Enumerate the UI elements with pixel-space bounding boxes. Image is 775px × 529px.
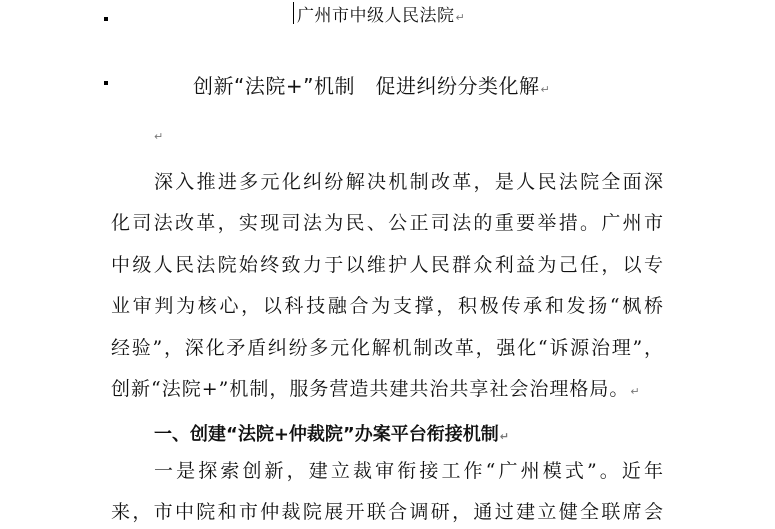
paragraph-mark: ↵ [499, 430, 509, 443]
section1-line-1: 一是探索创新，建立裁审衔接工作“广州模式”。近年 [154, 460, 664, 482]
bullet-marker [104, 17, 108, 21]
intro-line-6-text: 创新“法院+”机制，服务营造共建共治共享社会治理格局。 [111, 378, 630, 400]
title-text: 创新“法院+”机制 促进纠纷分类化解 [193, 74, 540, 98]
section1-heading [154, 420, 509, 446]
paragraph-mark: ↵ [455, 11, 466, 24]
intro-line-1: 深入推进多元化纠纷解决机制改革，是人民法院全面深 [154, 171, 664, 193]
intro-line-6 [111, 374, 641, 401]
paragraph-mark: ↵ [540, 83, 551, 96]
document-title [193, 70, 550, 99]
intro-line-3: 中级人民法院始终致力于以维护人民群众利益为己任，以专 [111, 254, 664, 276]
bullet-marker [104, 81, 108, 85]
court-name-text: 广州市中级人民法院 [297, 6, 455, 26]
paragraph-mark: ↵ [630, 385, 641, 398]
section1-heading-text: 一、创建“法院+仲裁院”办案平台衔接机制 [154, 424, 499, 445]
intro-line-2: 化司法改革，实现司法为民、公正司法的重要举措。广州市 [111, 212, 664, 234]
intro-line-4: 业审判为核心，以科技融合为支撑，积极传承和发扬“枫桥 [111, 295, 664, 317]
court-name-header [297, 1, 465, 26]
empty-paragraph-mark: ↵ [154, 130, 164, 143]
header-cursor-line [293, 2, 294, 24]
intro-line-5: 经验”，深化矛盾纠纷多元化解机制改革，强化“诉源治理”， [111, 337, 664, 359]
section1-line-2: 来，市中院和市仲裁院展开联合调研，通过建立健全联席会 [111, 501, 664, 523]
